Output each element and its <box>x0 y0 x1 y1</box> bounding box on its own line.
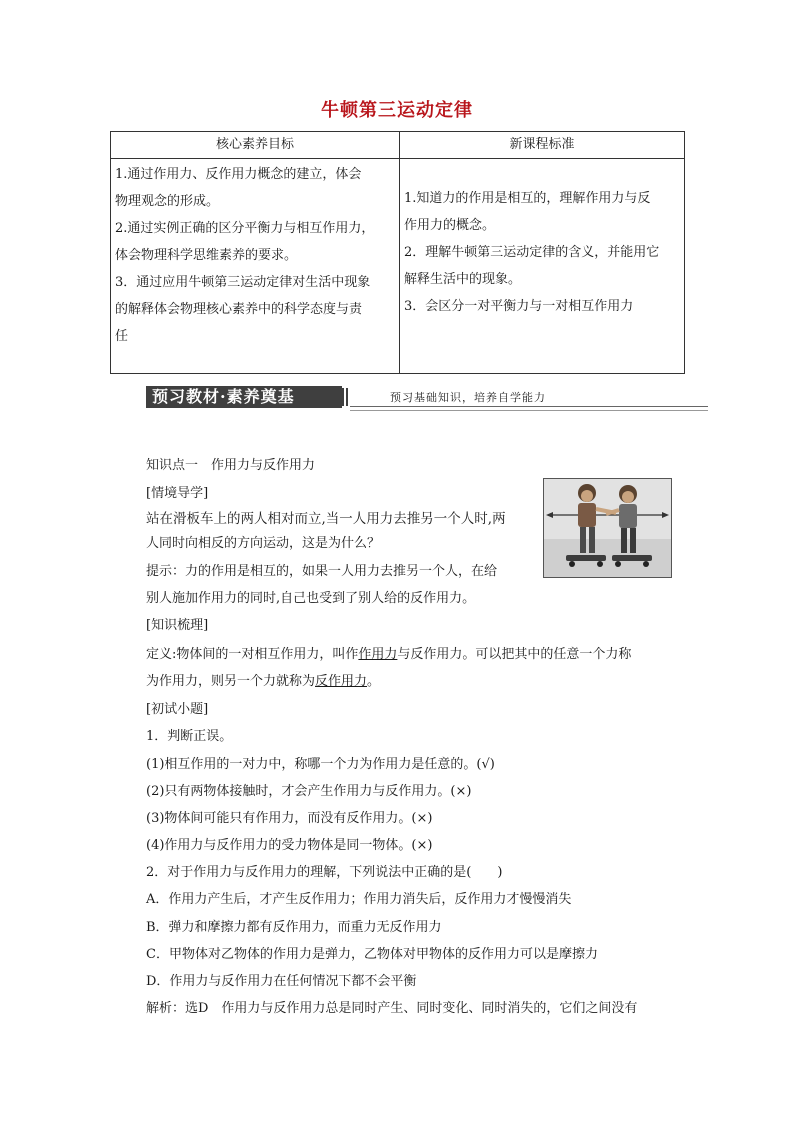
option-c: C．甲物体对乙物体的作用力是弹力，乙物体对甲物体的反作用力可以是摩擦力 <box>146 947 598 962</box>
judgment-item: (2)只有两物体接触时，才会产生作用力与反作用力。(×) <box>146 784 472 799</box>
table-header-row <box>111 132 685 159</box>
option-b: B．弹力和摩擦力都有反作用力，而重力无反作用力 <box>146 920 442 935</box>
standard-line: 2．理解牛顿第三运动定律的含义，并能用它 <box>404 245 660 260</box>
page-title: 牛顿第三运动定律 <box>321 100 473 121</box>
analysis-text: 解析：选D 作用力与反作用力总是同时产生、同时变化、同时消失的，它们之间没有 <box>146 1001 638 1016</box>
curriculum-standard-cell <box>400 159 685 374</box>
definition-line <box>146 670 380 689</box>
core-goal-line: 任 <box>115 329 129 344</box>
judgment-item: (3)物体间可能只有作用力，而没有反作用力。(×) <box>146 811 433 826</box>
section-banner <box>146 386 708 410</box>
situation-label: [情境导学] <box>146 486 209 501</box>
term-action-force: 作用力 <box>358 647 398 662</box>
situation-text: 站在滑板车上的两人相对而立,当一人用力去推另一个人时,两 <box>146 511 506 527</box>
hint-text: 提示：力的作用是相互的，如果一人用力去推另一个人，在给 <box>146 564 498 579</box>
core-goals-cell <box>111 159 400 374</box>
standard-line: 作用力的概念。 <box>404 218 496 233</box>
question-1: 1．判断正误。 <box>146 729 233 744</box>
section-heading: 知识点一 作用力与反作用力 <box>146 458 316 473</box>
header-core-goals: 核心素养目标 <box>111 132 400 159</box>
banner-rule <box>350 406 708 411</box>
hint-text: 别人施加作用力的同时,自己也受到了别人给的反作用力。 <box>146 591 476 606</box>
standard-line: 3．会区分一对平衡力与一对相互作用力 <box>404 299 634 314</box>
core-goal-line: 1.通过作用力、反作用力概念的建立，体会 <box>115 167 362 182</box>
skateboard-kids-photo <box>543 478 672 578</box>
quiz-label: [初试小题] <box>146 702 209 717</box>
judgment-item: (4)作用力与反作用力的受力物体是同一物体。(×) <box>146 838 433 853</box>
core-goal-line: 2.通过实例正确的区分平衡力与相互作用力， <box>115 221 375 236</box>
standard-line: 1.知道力的作用是相互的，理解作用力与反 <box>404 191 651 206</box>
question-2: 2．对于作用力与反作用力的理解，下列说法中正确的是( ) <box>146 865 503 880</box>
definition-text: 定义:物体间的一对相互作用力，叫作 <box>146 647 359 662</box>
photo-illustration <box>544 479 671 577</box>
option-d: D．作用力与反作用力在任何情况下都不会平衡 <box>146 974 417 989</box>
core-goal-line: 的解释体会物理核心素养中的科学态度与责 <box>115 302 363 317</box>
definition-text: 与反作用力。可以把其中的任意一个力称 <box>397 647 632 662</box>
term-reaction-force: 反作用力 <box>315 674 368 689</box>
table-body-row <box>111 159 685 374</box>
definition-text: 。 <box>367 674 381 689</box>
knowledge-label: [知识梳理] <box>146 618 209 633</box>
banner-subtitle: 预习基础知识，培养自学能力 <box>390 391 546 404</box>
core-goal-line: 3．通过应用牛顿第三运动定律对生活中现象 <box>115 275 371 290</box>
standard-line: 解释生活中的现象。 <box>404 272 522 287</box>
header-curriculum-standard: 新课程标准 <box>400 132 685 159</box>
core-goal-line: 物理观念的形成。 <box>115 194 220 209</box>
goals-table <box>110 131 685 374</box>
option-a: A．作用力产生后，才产生反作用力；作用力消失后，反作用力才慢慢消失 <box>146 892 572 907</box>
situation-text: 人同时向相反的方向运动，这是为什么？ <box>146 536 381 551</box>
banner-stripes <box>342 388 350 406</box>
core-goal-line: 体会物理科学思维素养的要求。 <box>115 248 298 263</box>
banner-title: 预习教材·素养奠基 <box>146 386 342 408</box>
definition-text: 为作用力，则另一个力就称为 <box>146 674 316 689</box>
definition-line <box>146 643 631 662</box>
judgment-item: (1)相互作用的一对力中，称哪一个力为作用力是任意的。(√) <box>146 757 495 772</box>
